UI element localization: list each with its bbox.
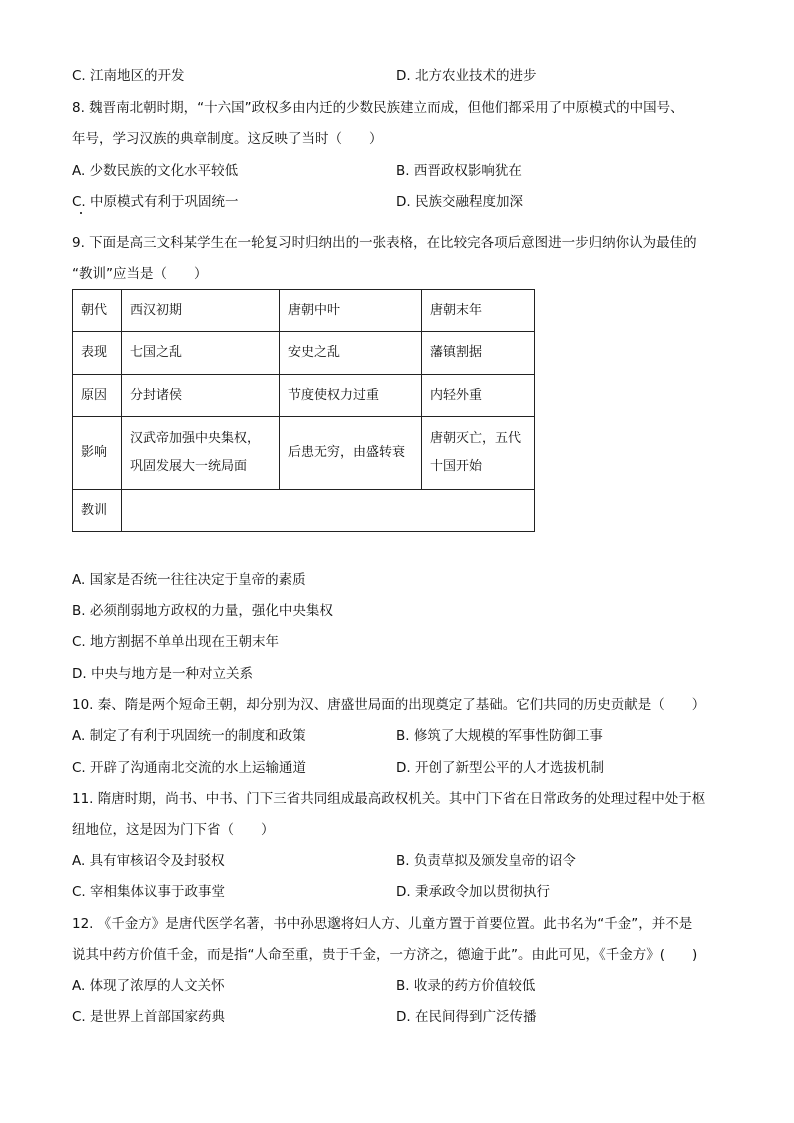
table-cell: 藩镇割据 xyxy=(422,332,535,375)
table-cell: 朝代 xyxy=(73,290,122,332)
q12-option-d: D. 在民间得到广泛传播 xyxy=(396,1009,537,1025)
table-cell: 唐朝末年 xyxy=(422,290,535,332)
table-cell: 影响 xyxy=(73,417,122,490)
q10-option-a: A. 制定了有利于巩固统一的制度和政策 xyxy=(72,728,306,744)
q8-option-c: C. 中原模式有利于巩固统一 xyxy=(72,194,239,210)
comparison-table xyxy=(72,289,535,532)
cell-line: 汉武帝加强中央集权， xyxy=(130,431,261,446)
table-cell: 七国之乱 xyxy=(122,332,280,375)
q8-option-b: B. 西晋政权影响犹在 xyxy=(396,163,522,179)
q8-stem-line2: 年号，学习汉族的典章制度。这反映了当时（ ） xyxy=(72,131,383,147)
q9-option-b: B. 必须削弱地方政权的力量，强化中央集权 xyxy=(72,603,333,619)
q9-option-a: A. 国家是否统一往往决定于皇帝的素质 xyxy=(72,572,306,588)
q8-stem-line1: 8. 魏晋南北朝时期，“十六国”政权多由内迁的少数民族建立而成，但他们都采用了中原模式的中国号、 xyxy=(72,100,684,116)
q11-option-a: A. 具有审核诏令及封驳权 xyxy=(72,853,225,869)
cell-line: 十国开始 xyxy=(430,459,483,474)
table-cell: 节度使权力过重 xyxy=(280,375,422,417)
table-cell: 安史之乱 xyxy=(280,332,422,375)
q12-stem-line1: 12. 《千金方》是唐代医学名著，书中孙思邈将妇人方、儿童方置于首要位置。此书名为“千金”，并不是 xyxy=(72,916,693,932)
table-cell: 唐朝中叶 xyxy=(280,290,422,332)
table-cell-empty xyxy=(122,490,535,532)
q11-stem-line1: 11. 隋唐时期，尚书、中书、门下三省共同组成最高政权机关。其中门下省在日常政务的处理过程中处于枢 xyxy=(72,791,706,807)
q9-stem-line1: 9. 下面是高三文科某学生在一轮复习时归纳出的一张表格，在比较完各项后意图进一步归纳你认为最佳的 xyxy=(72,235,697,251)
q11-stem-line2: 纽地位，这是因为门下省（ ） xyxy=(72,822,275,838)
table-cell: 教训 xyxy=(73,490,122,532)
table-cell: 内轻外重 xyxy=(422,375,535,417)
table-row xyxy=(73,332,535,375)
table-row xyxy=(73,290,535,332)
q10-stem-line1: 10. 秦、隋是两个短命王朝，却分别为汉、唐盛世局面的出现奠定了基础。它们共同的历史贡献是（ ） xyxy=(72,697,706,713)
q12-option-b: B. 收录的药方价值较低 xyxy=(396,978,536,994)
q10-option-c: C. 开辟了沟通南北交流的水上运输通道 xyxy=(72,760,307,776)
q10-option-b: B. 修筑了大规模的军事性防御工事 xyxy=(396,728,603,744)
cell-line: 唐朝灭亡，五代 xyxy=(430,431,522,446)
q12-option-c: C. 是世界上首部国家药典 xyxy=(72,1009,226,1025)
table-cell: 分封诸侯 xyxy=(122,375,280,417)
q9-option-d: D. 中央与地方是一种对立关系 xyxy=(72,666,253,682)
q12-stem-line2: 说其中药方价值千金，而是指“人命至重，贵于千金，一方济之，德逾于此”。由此可见，《千金方》( ) xyxy=(72,947,698,963)
cell-line: 巩固发展大一统局面 xyxy=(130,459,248,474)
q11-option-c: C. 宰相集体议事于政事堂 xyxy=(72,884,226,900)
q9-option-c: C. 地方割据不单单出现在王朝末年 xyxy=(72,634,280,650)
q12-option-a: A. 体现了浓厚的人文关怀 xyxy=(72,978,225,994)
table-cell xyxy=(422,417,535,490)
table-row xyxy=(73,375,535,417)
q11-option-b: B. 负责草拟及颁发皇帝的诏令 xyxy=(396,853,576,869)
q11-option-d: D. 秉承政令加以贯彻执行 xyxy=(396,884,550,900)
q10-option-d: D. 开创了新型公平的人才选拔机制 xyxy=(396,760,604,776)
table-cell: 原因 xyxy=(73,375,122,417)
table-cell: 后患无穷，由盛转衰 xyxy=(280,417,422,490)
stray-dot-mark xyxy=(80,212,82,214)
prev-option-c: C. 江南地区的开发 xyxy=(72,68,185,84)
table-cell: 表现 xyxy=(73,332,122,375)
q8-option-d: D. 民族交融程度加深 xyxy=(396,194,523,210)
table-row xyxy=(73,417,535,490)
table-row xyxy=(73,490,535,532)
table-cell: 西汉初期 xyxy=(122,290,280,332)
q9-stem-line2: “教训”应当是（ ） xyxy=(72,266,208,282)
prev-option-d: D. 北方农业技术的进步 xyxy=(396,68,537,84)
q8-option-a: A. 少数民族的文化水平较低 xyxy=(72,163,239,179)
table-cell xyxy=(122,417,280,490)
